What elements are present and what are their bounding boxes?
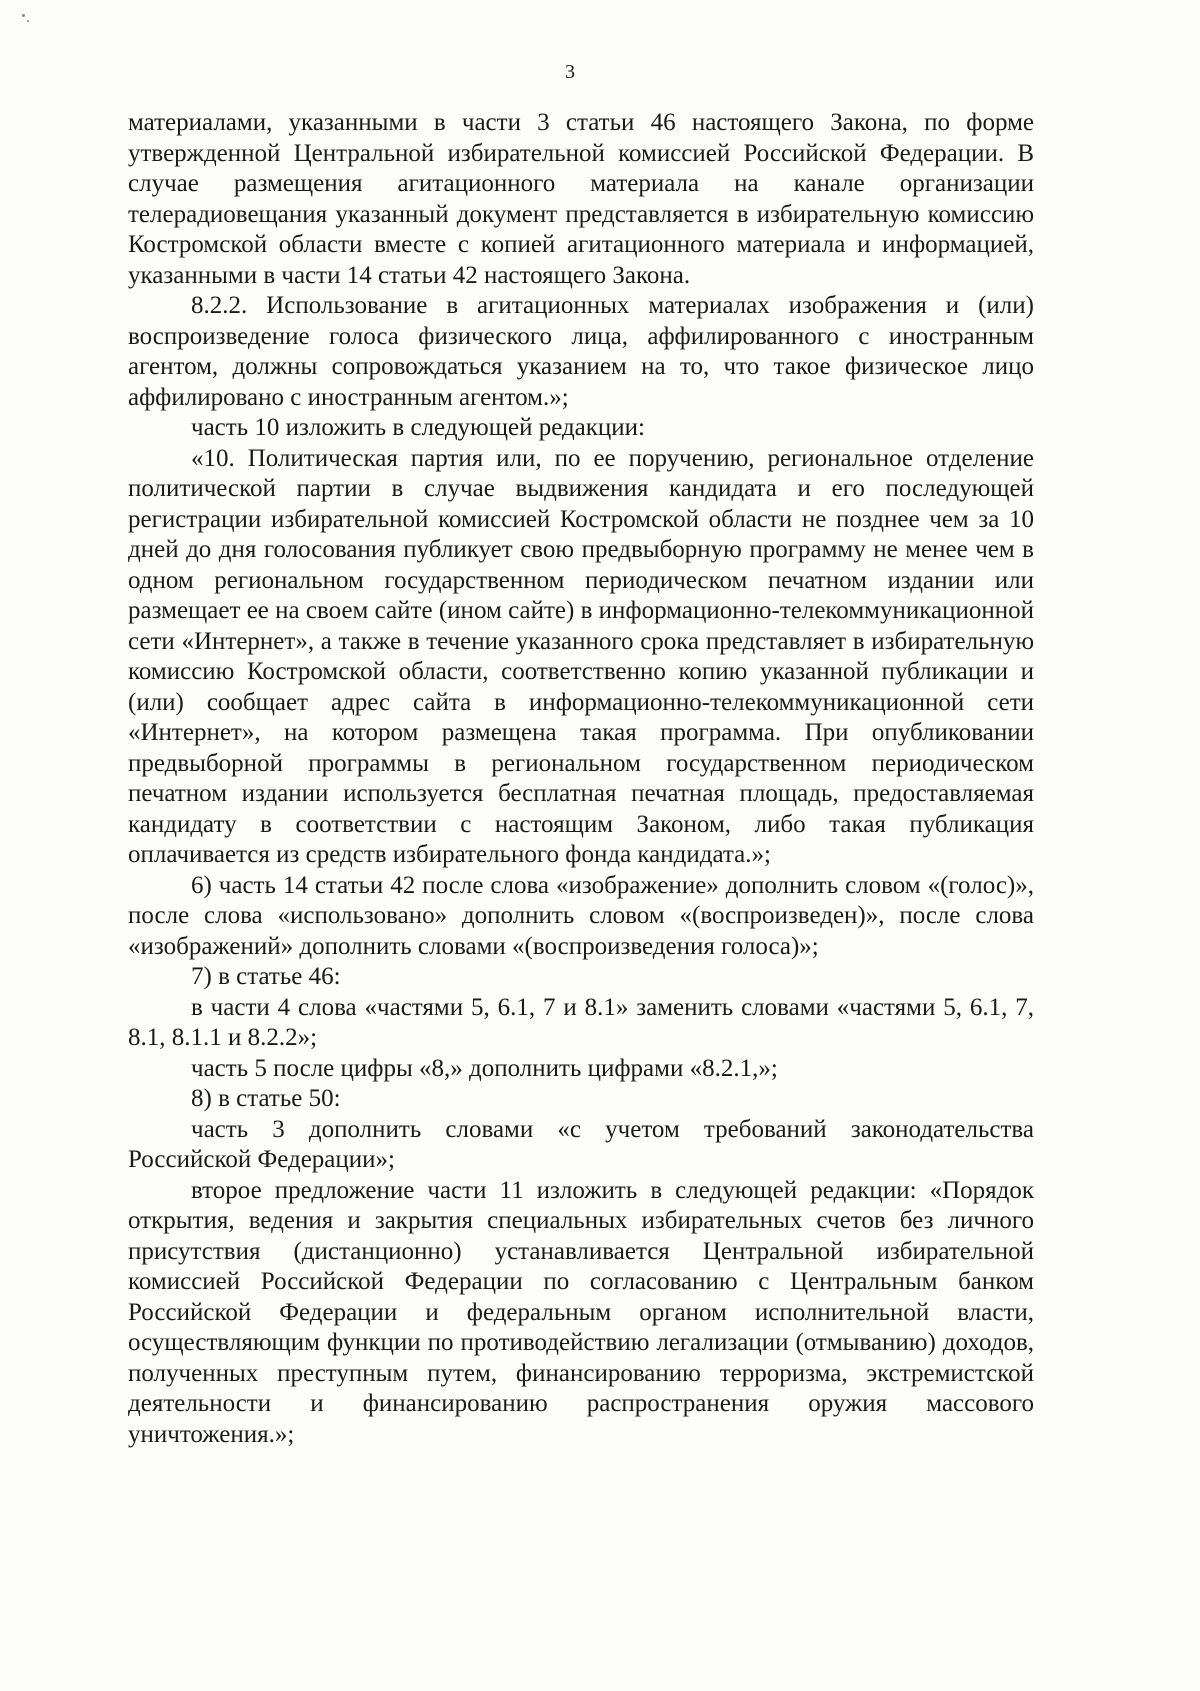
paragraph-item-8: 8) в статье 50: [191, 1085, 341, 1112]
paragraph-item-6: 6) часть 14 статьи 42 после слова «изображение» дополнить словом «(голос)», после слова «использовано» дополнить словом «(воспроизведен)», после слова «изображений» дополнить словами «(воспроизведения голоса)»; [128, 871, 1034, 960]
paragraph-8-2-2: 8.2.2. Использование в агитационных материалах изображения и (или) воспроизведение голоса физического лица, аффилированного с иностранным агентом, должны сопровождаться указанием на то, что такое физическое лицо аффилировано с иностранным агентом.»; [128, 292, 1034, 411]
paragraph-item-7: 7) в статье 46: [191, 963, 341, 990]
paragraph-item-7-part-4: в части 4 слова «частями 5, 6.1, 7 и 8.1» заменить словами «частями 5, 6.1, 7, 8.1, 8.1.1 и 8.2.2»; [128, 993, 1034, 1051]
document-body [128, 108, 1034, 1450]
paragraph-part-10-intro: часть 10 изложить в следующей редакции: [191, 414, 646, 441]
scan-speck [27, 20, 29, 22]
page-number: 3 [565, 61, 575, 83]
paragraph-continuation: материалами, указанными в части 3 статьи 46 настоящего Закона, по форме утвержденной Центральной избирательной комиссией Российской Федерации. В случае размещения агитационного материала на канале организации телерадиовещания указанный документ представляется в избирательную комиссию Костромской области вместе с копией агитационного материала и информацией, указанными в части 14 статьи 42 настоящего Закона. [128, 109, 1034, 289]
paragraph-item-8-part-11: второе предложение части 11 изложить в следующей редакции: «Порядок открытия, ведения и закрытия специальных избирательных счетов без личного присутствия (дистанционно) устанавливается Центральной избирательной комиссией Российской Федерации по согласованию с Центральным банком Российской Федерации и федеральным органом исполнительной власти, осуществляющим функции по противодействию легализации (отмыванию) доходов, полученных преступным путем, финансированию терроризма, экстремистской деятельности и финансированию распространения оружия массового уничтожения.»; [128, 1176, 1034, 1448]
paragraph-item-8-part-3: часть 3 дополнить словами «с учетом требований законодательства Российской Федерации»; [128, 1115, 1034, 1173]
paragraph-item-7-part-5: часть 5 после цифры «8,» дополнить цифрами «8.2.1,»; [191, 1054, 778, 1082]
paragraph-part-10-text: «10. Политическая партия или, по ее поручению, региональное отделение политической партии в случае выдвижения кандидата и его последующей регистрации избирательной комиссией Костромской области не позднее чем за 10 дней до дня голосования публикует свою предвыборную программу не менее чем в одном региональном государственном периодическом печатном издании или размещает ее на своем сайте (ином сайте) в информационно-телекоммуникационной сети «Интернет», а также в течение указанного срока представляет в избирательную комиссию Костромской области, соответственно копию указанной публикации и (или) сообщает адрес сайта в информационно-телекоммуникационной сети «Интернет», на котором размещена такая программа. При опубликовании предвыборной программы в региональном государственном периодическом печатном издании используется бесплатная печатная площадь, предоставляемая кандидату в соответствии с настоящим Законом, либо такая публикация оплачивается из средств избирательного фонда кандидата.»; [128, 444, 1034, 868]
scan-speck [22, 14, 25, 17]
